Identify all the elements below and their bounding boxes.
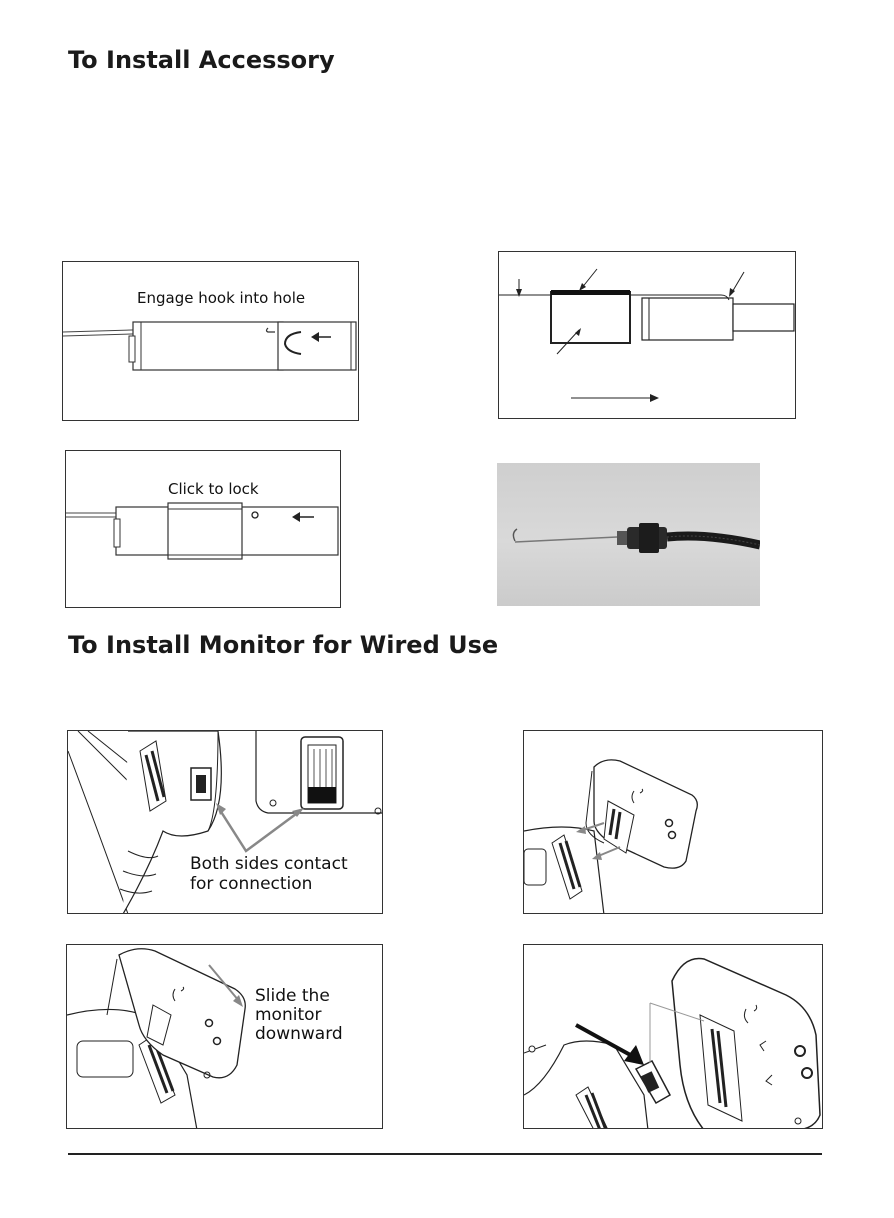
slide-label-line2: monitor	[255, 1005, 322, 1025]
monitor-attach-drawing	[524, 731, 823, 914]
hook-tube-drawing	[63, 262, 359, 421]
section-title-accessory: To Install Accessory	[68, 46, 335, 74]
hook-icon	[513, 529, 517, 541]
lock-tube-drawing	[66, 451, 341, 608]
figure-engage-hook	[62, 261, 359, 421]
figure-click-lock	[65, 450, 341, 608]
hook-label: Engage hook into hole	[137, 289, 306, 307]
footer-rule	[68, 1153, 822, 1155]
figure-schematic	[498, 251, 796, 419]
schematic-drawing	[499, 252, 796, 419]
slide-label-line3: downward	[255, 1024, 343, 1044]
figure-monitor-attach	[523, 730, 823, 914]
figure-slide-monitor	[66, 944, 383, 1129]
section-title-monitor: To Install Monitor for Wired Use	[68, 631, 499, 659]
photo-hook-accessory	[497, 463, 760, 606]
hook-photo-drawing	[497, 463, 760, 606]
contact-label-line1: Both sides contact	[190, 854, 348, 874]
closeup-drawing	[524, 945, 823, 1129]
figure-both-sides	[67, 730, 383, 914]
slide-label-line1: Slide the	[255, 986, 330, 1006]
figure-closeup-connection	[523, 944, 823, 1129]
lock-label: Click to lock	[168, 480, 259, 498]
contact-label-line2: for connection	[190, 874, 313, 894]
